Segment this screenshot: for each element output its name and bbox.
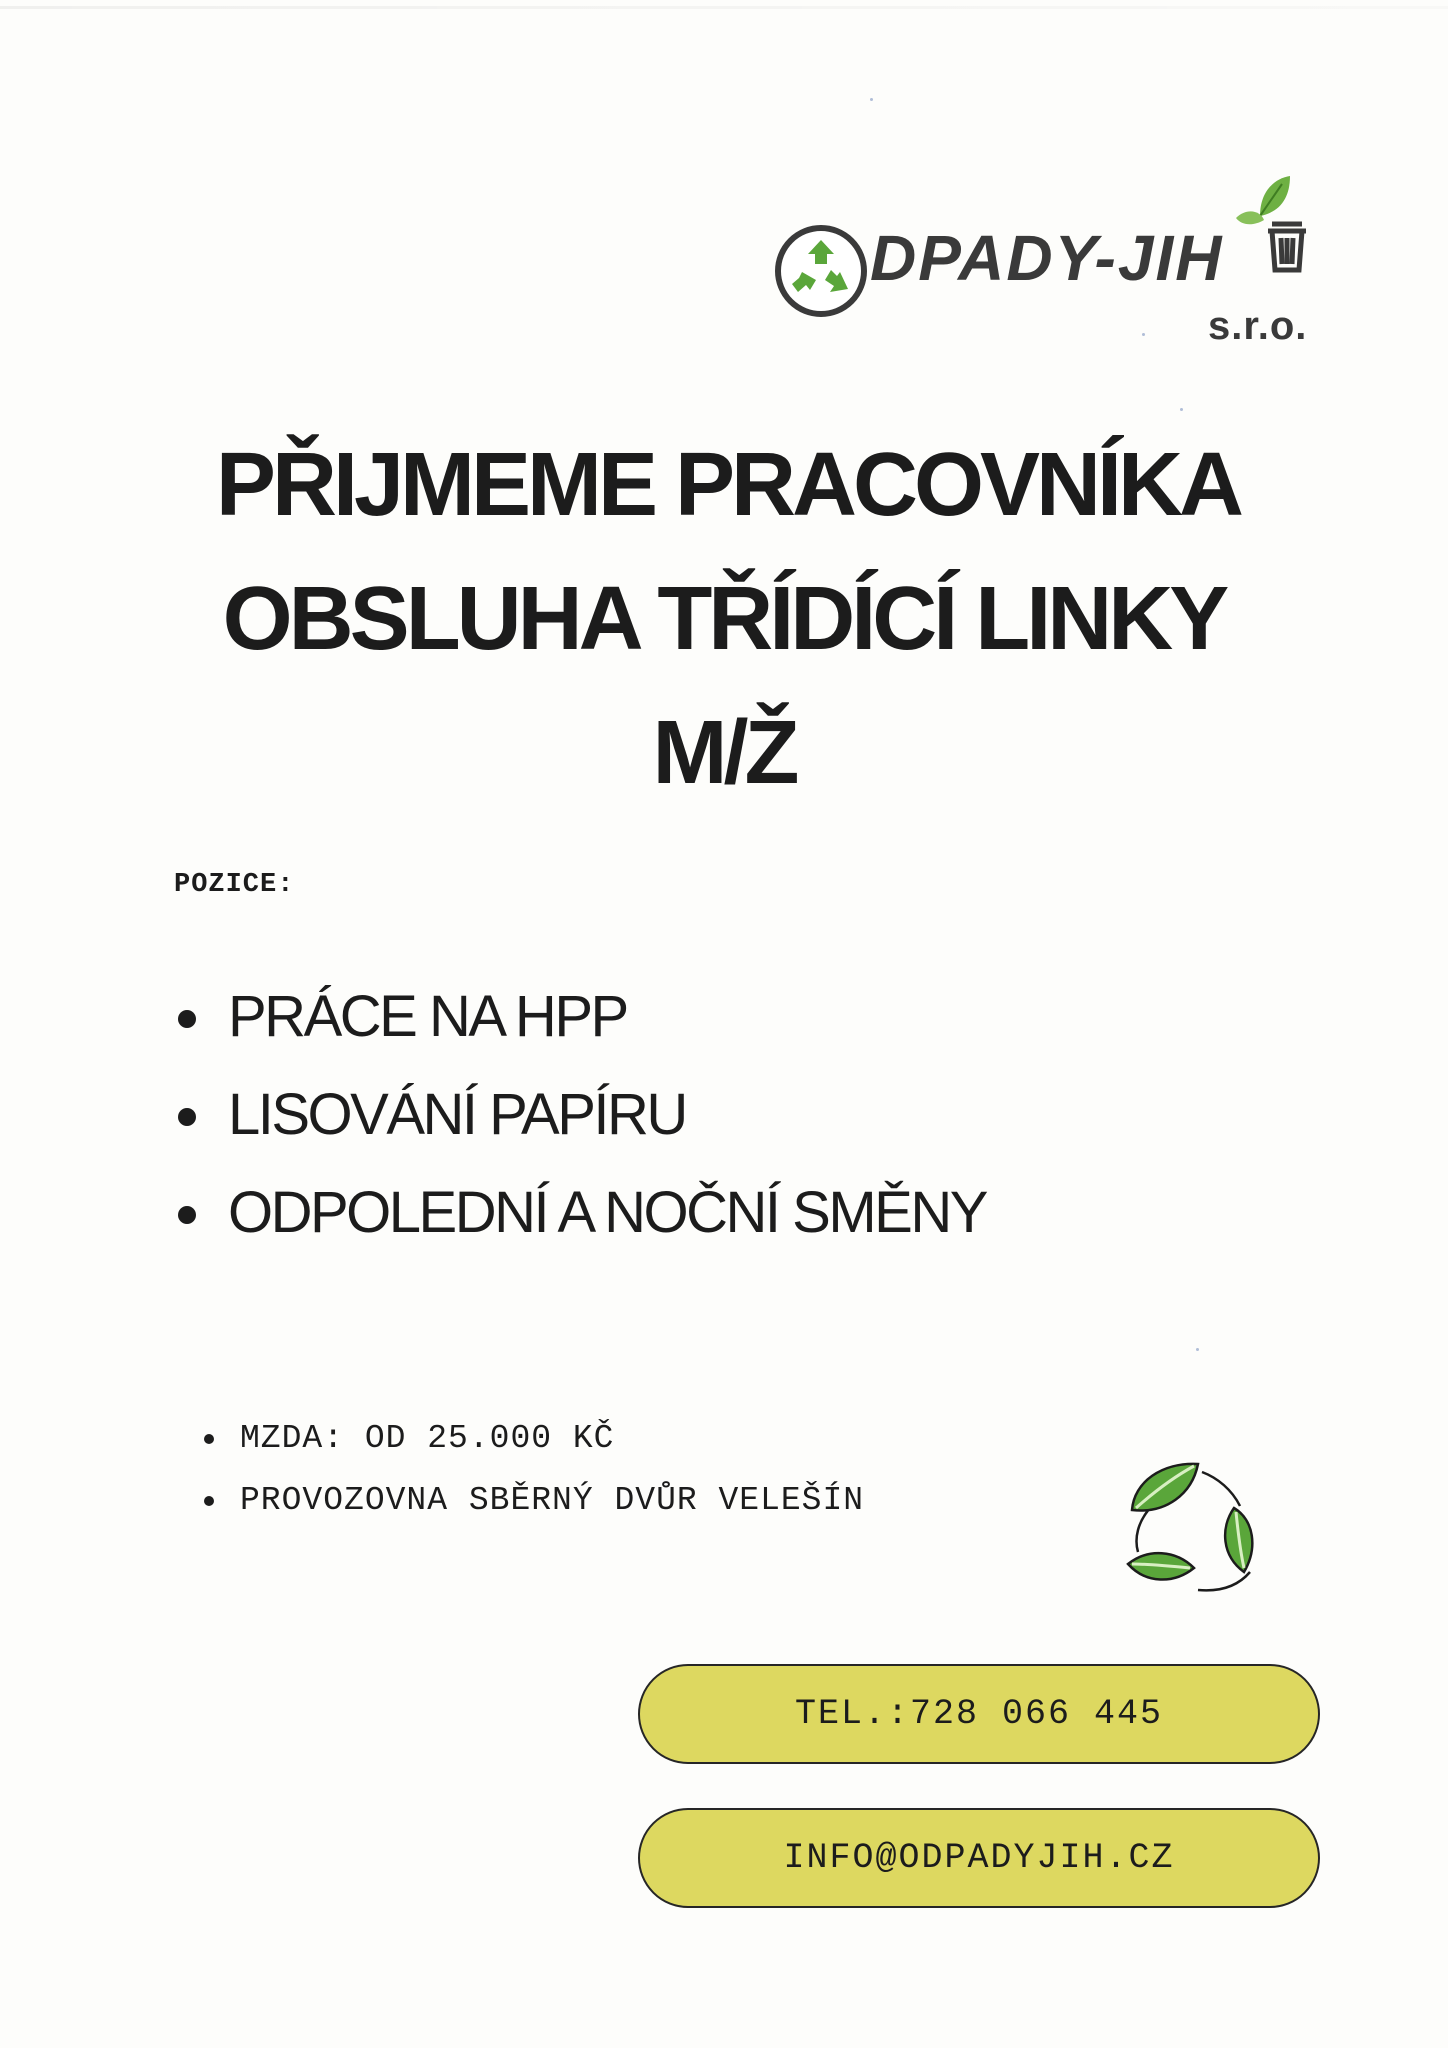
details-list xyxy=(202,1408,864,1532)
list-item xyxy=(178,1164,986,1262)
workplace-text: PROVOZOVNA SBĚRNÝ DVŮR VELEŠÍN xyxy=(240,1482,865,1519)
company-logo xyxy=(768,168,1328,358)
phone-number: TEL.:728 066 445 xyxy=(794,1694,1164,1734)
logo-leaf-icon xyxy=(1236,176,1290,224)
scan-speck xyxy=(1196,1348,1199,1351)
scan-speck xyxy=(870,98,873,101)
position-item-label: PRÁCE NA HPP xyxy=(228,984,627,1049)
positions-label: POZICE: xyxy=(174,870,295,900)
position-item-label: LISOVÁNÍ PAPÍRU xyxy=(228,1082,686,1147)
headline-line-2: OBSLUHA TŘÍDÍCÍ LINKY xyxy=(222,569,1226,669)
salary-text: MZDA: OD 25.000 KČ xyxy=(240,1420,615,1457)
phone-pill[interactable] xyxy=(638,1664,1320,1764)
trash-can-icon xyxy=(1268,224,1306,270)
list-item xyxy=(202,1408,864,1470)
headline-line-3: M/Ž xyxy=(652,703,796,803)
email-address: INFO@ODPADYJIH.CZ xyxy=(783,1838,1175,1878)
logo-legal-suffix: s.r.o. xyxy=(1208,304,1308,348)
scan-edge xyxy=(0,6,1448,9)
bullet-icon xyxy=(178,1010,196,1028)
headline xyxy=(0,418,1448,820)
recycle-leaves-icon xyxy=(1110,1452,1280,1612)
bullet-icon xyxy=(204,1496,214,1506)
position-item-label: ODPOLEDNÍ A NOČNÍ SMĚNY xyxy=(228,1180,986,1245)
positions-list xyxy=(178,968,986,1262)
list-item xyxy=(178,1066,986,1164)
list-item xyxy=(202,1470,864,1532)
bullet-icon xyxy=(178,1206,196,1224)
headline-line-1: PŘIJMEME PRACOVNÍKA xyxy=(215,435,1241,535)
bullet-icon xyxy=(178,1108,196,1126)
list-item xyxy=(178,968,986,1066)
email-pill[interactable] xyxy=(638,1808,1320,1908)
scan-speck xyxy=(1180,408,1183,411)
bullet-icon xyxy=(204,1434,214,1444)
logo-company-name: DPADY-JIH xyxy=(870,222,1224,294)
